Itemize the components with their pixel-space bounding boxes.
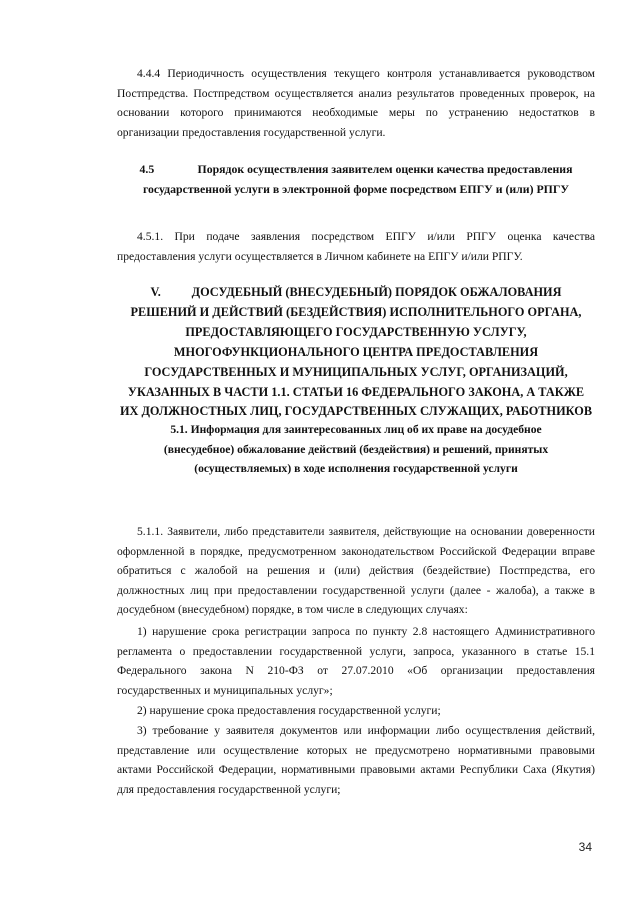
list-item-3: 3) требование у заявителя документов или информации либо осуществления действий, представление или осуществление которых не предусмотрено нормативными правовыми актами Российской Федерации, нормативными правовыми актами Республики Саха (Якутия) для предоставления государственной услуги; (117, 724, 595, 796)
list-item-1: 1) нарушение срока регистрации запроса по пункту 2.8 настоящего Административного регламента о предоставлении государственной услуги, запроса, указанного в статье 15.1 Федерального закона N 210-ФЗ от 27.07.2010 «Об организации предоставления государственных и муниципальных услуг»; (117, 625, 595, 697)
heading-5-1-line: (осуществляемых) в ходе исполнения государственной услуги (194, 462, 518, 476)
heading-5-1-line: 5.1. Информация для заинтересованных лиц об их праве на досудебное (170, 423, 542, 436)
section-v-line: ИХ ДОЛЖНОСТНЫХ ЛИЦ, ГОСУДАРСТВЕННЫХ СЛУЖАЩИХ, РАБОТНИКОВ (119, 404, 593, 419)
section-v-line: МНОГОФУНКЦИОНАЛЬНОГО ЦЕНТРА ПРЕДОСТАВЛЕНИЯ (173, 344, 539, 359)
paragraph-4-5-1: 4.5.1. При подаче заявления посредством ЕПГУ и/или РПГУ оценка качества предоставления услуги осуществляется в Личном кабинете на ЕПГУ и/или РПГУ. (117, 230, 595, 263)
heading-5-1-line: (внесудебное) обжалование действий (бездействия) и решений, принятых (163, 442, 549, 456)
heading-4-5-line2: государственной услуги в электронной форме посредством ЕПГУ и (или) РПГУ (142, 181, 570, 196)
section-v-line: ГОСУДАРСТВЕННЫХ И МУНИЦИПАЛЬНЫХ УСЛУГ, ОРГАНИЗАЦИЙ, (144, 364, 568, 379)
paragraph-5-1-1: 5.1.1. Заявители, либо представители заявителя, действующие на основании доверенности оформленной в порядке, предусмотренном законодательством Российской Федерации вправе обратиться с жалобой на решения и (или) действия (бездействие) Постпредства, его должностных лиц при предоставлении государственной услуги (далее - жалоба), а также в досудебном (внесудебном) порядке, в том числе в следующих случаях: (117, 525, 595, 617)
paragraph-4-4-4: 4.4.4 Периодичность осуществления текущего контроля устанавливается руководством Постпредства. Постпредством осуществляется анализ результатов проведенных проверок, на основании которого принимаются необходимые меры по устранению недостатков в организации предоставления государственной услуги. (117, 67, 595, 139)
heading-4-5 (117, 160, 595, 199)
section-v-line: РЕШЕНИЙ И ДЕЙСТВИЙ (БЕЗДЕЙСТВИЯ) ИСПОЛНИТЕЛЬНОГО ОРГАНА, (130, 304, 582, 319)
heading-4-5-line1: Порядок осуществления заявителем оценки качества предоставления (197, 162, 573, 176)
list-item-2: 2) нарушение срока предоставления государственной услуги; (137, 704, 441, 717)
section-v-line: УКАЗАННЫХ В ЧАСТИ 1.1. СТАТЬИ 16 ФЕДЕРАЛЬНОГО ЗАКОНА, А ТАКЖЕ (127, 384, 585, 399)
section-v-line: V. ДОСУДЕБНЫЙ (ВНЕСУДЕБНЫЙ) ПОРЯДОК ОБЖАЛОВАНИЯ (150, 285, 562, 299)
section-v-line: ПРЕДОСТАВЛЯЮЩЕГО ГОСУДАРСТВЕННУЮ УСЛУГУ, (185, 324, 527, 339)
heading-4-5-number: 4.5 (139, 162, 155, 176)
page-number: 34 (578, 840, 592, 854)
section-v-title (105, 283, 607, 422)
heading-5-1 (117, 420, 595, 479)
